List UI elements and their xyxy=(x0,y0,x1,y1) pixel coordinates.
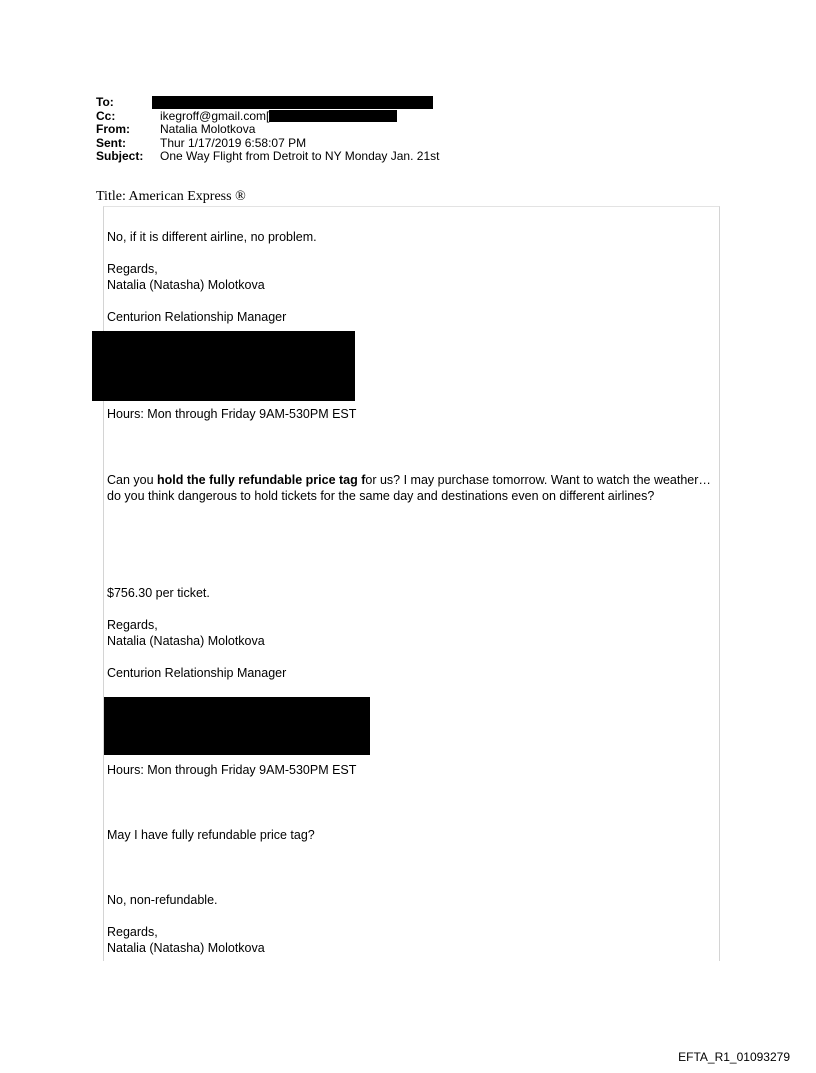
sent-label: Sent: xyxy=(96,135,126,150)
message-3-role: Centurion Relationship Manager xyxy=(107,666,287,680)
message-3-price: $756.30 per ticket. xyxy=(107,586,210,600)
signature-redaction-1 xyxy=(92,331,355,401)
message-3-regards: Regards, xyxy=(107,618,158,632)
message-3-name: Natalia (Natasha) Molotkova xyxy=(107,634,265,648)
cc-label: Cc: xyxy=(96,108,116,123)
to-label: To: xyxy=(96,95,114,109)
to-row xyxy=(96,96,439,110)
message-2-post: or us? I may purchase tomorrow. Want to watch the weather…do you think dangerous to hold tickets for the same day and destinations even on different airlines? xyxy=(107,473,711,503)
message-1-role: Centurion Relationship Manager xyxy=(107,310,287,324)
message-1-line: No, if it is different airline, no problem. xyxy=(107,230,317,244)
signature-redaction-2 xyxy=(104,697,370,755)
subject-row xyxy=(96,150,439,164)
message-5-line: No, non-refundable. xyxy=(107,893,218,907)
message-5-name: Natalia (Natasha) Molotkova xyxy=(107,941,265,955)
message-4-line: May I have fully refundable price tag? xyxy=(107,828,315,842)
message-5-regards: Regards, xyxy=(107,925,158,939)
email-header xyxy=(96,96,439,164)
to-redaction xyxy=(152,96,433,109)
document-id-footer: EFTA_R1_01093279 xyxy=(678,1050,790,1064)
message-1-name: Natalia (Natasha) Molotkova xyxy=(107,278,265,292)
cc-value: ikegroff@gmail.com[ xyxy=(160,108,270,123)
sent-value: Thur 1/17/2019 6:58:07 PM xyxy=(160,135,307,150)
from-row xyxy=(96,123,439,137)
message-1-regards: Regards, xyxy=(107,262,158,276)
from-label: From: xyxy=(96,122,130,136)
subject-label: Subject: xyxy=(96,149,144,163)
message-1-hours: Hours: Mon through Friday 9AM-530PM EST xyxy=(107,407,357,421)
message-2-pre: Can you xyxy=(107,473,158,487)
document-title: Title: American Express ® xyxy=(96,189,246,204)
message-2-bold: hold the fully refundable price tag f xyxy=(157,473,366,487)
sent-row xyxy=(96,137,439,151)
message-2-paragraph xyxy=(107,472,712,504)
cc-redaction xyxy=(269,110,397,122)
subject-value: One Way Flight from Detroit to NY Monday Jan. 21st xyxy=(160,149,440,163)
message-3-hours: Hours: Mon through Friday 9AM-530PM EST xyxy=(107,763,357,777)
cc-row xyxy=(96,110,439,124)
from-value: Natalia Molotkova xyxy=(160,122,256,136)
